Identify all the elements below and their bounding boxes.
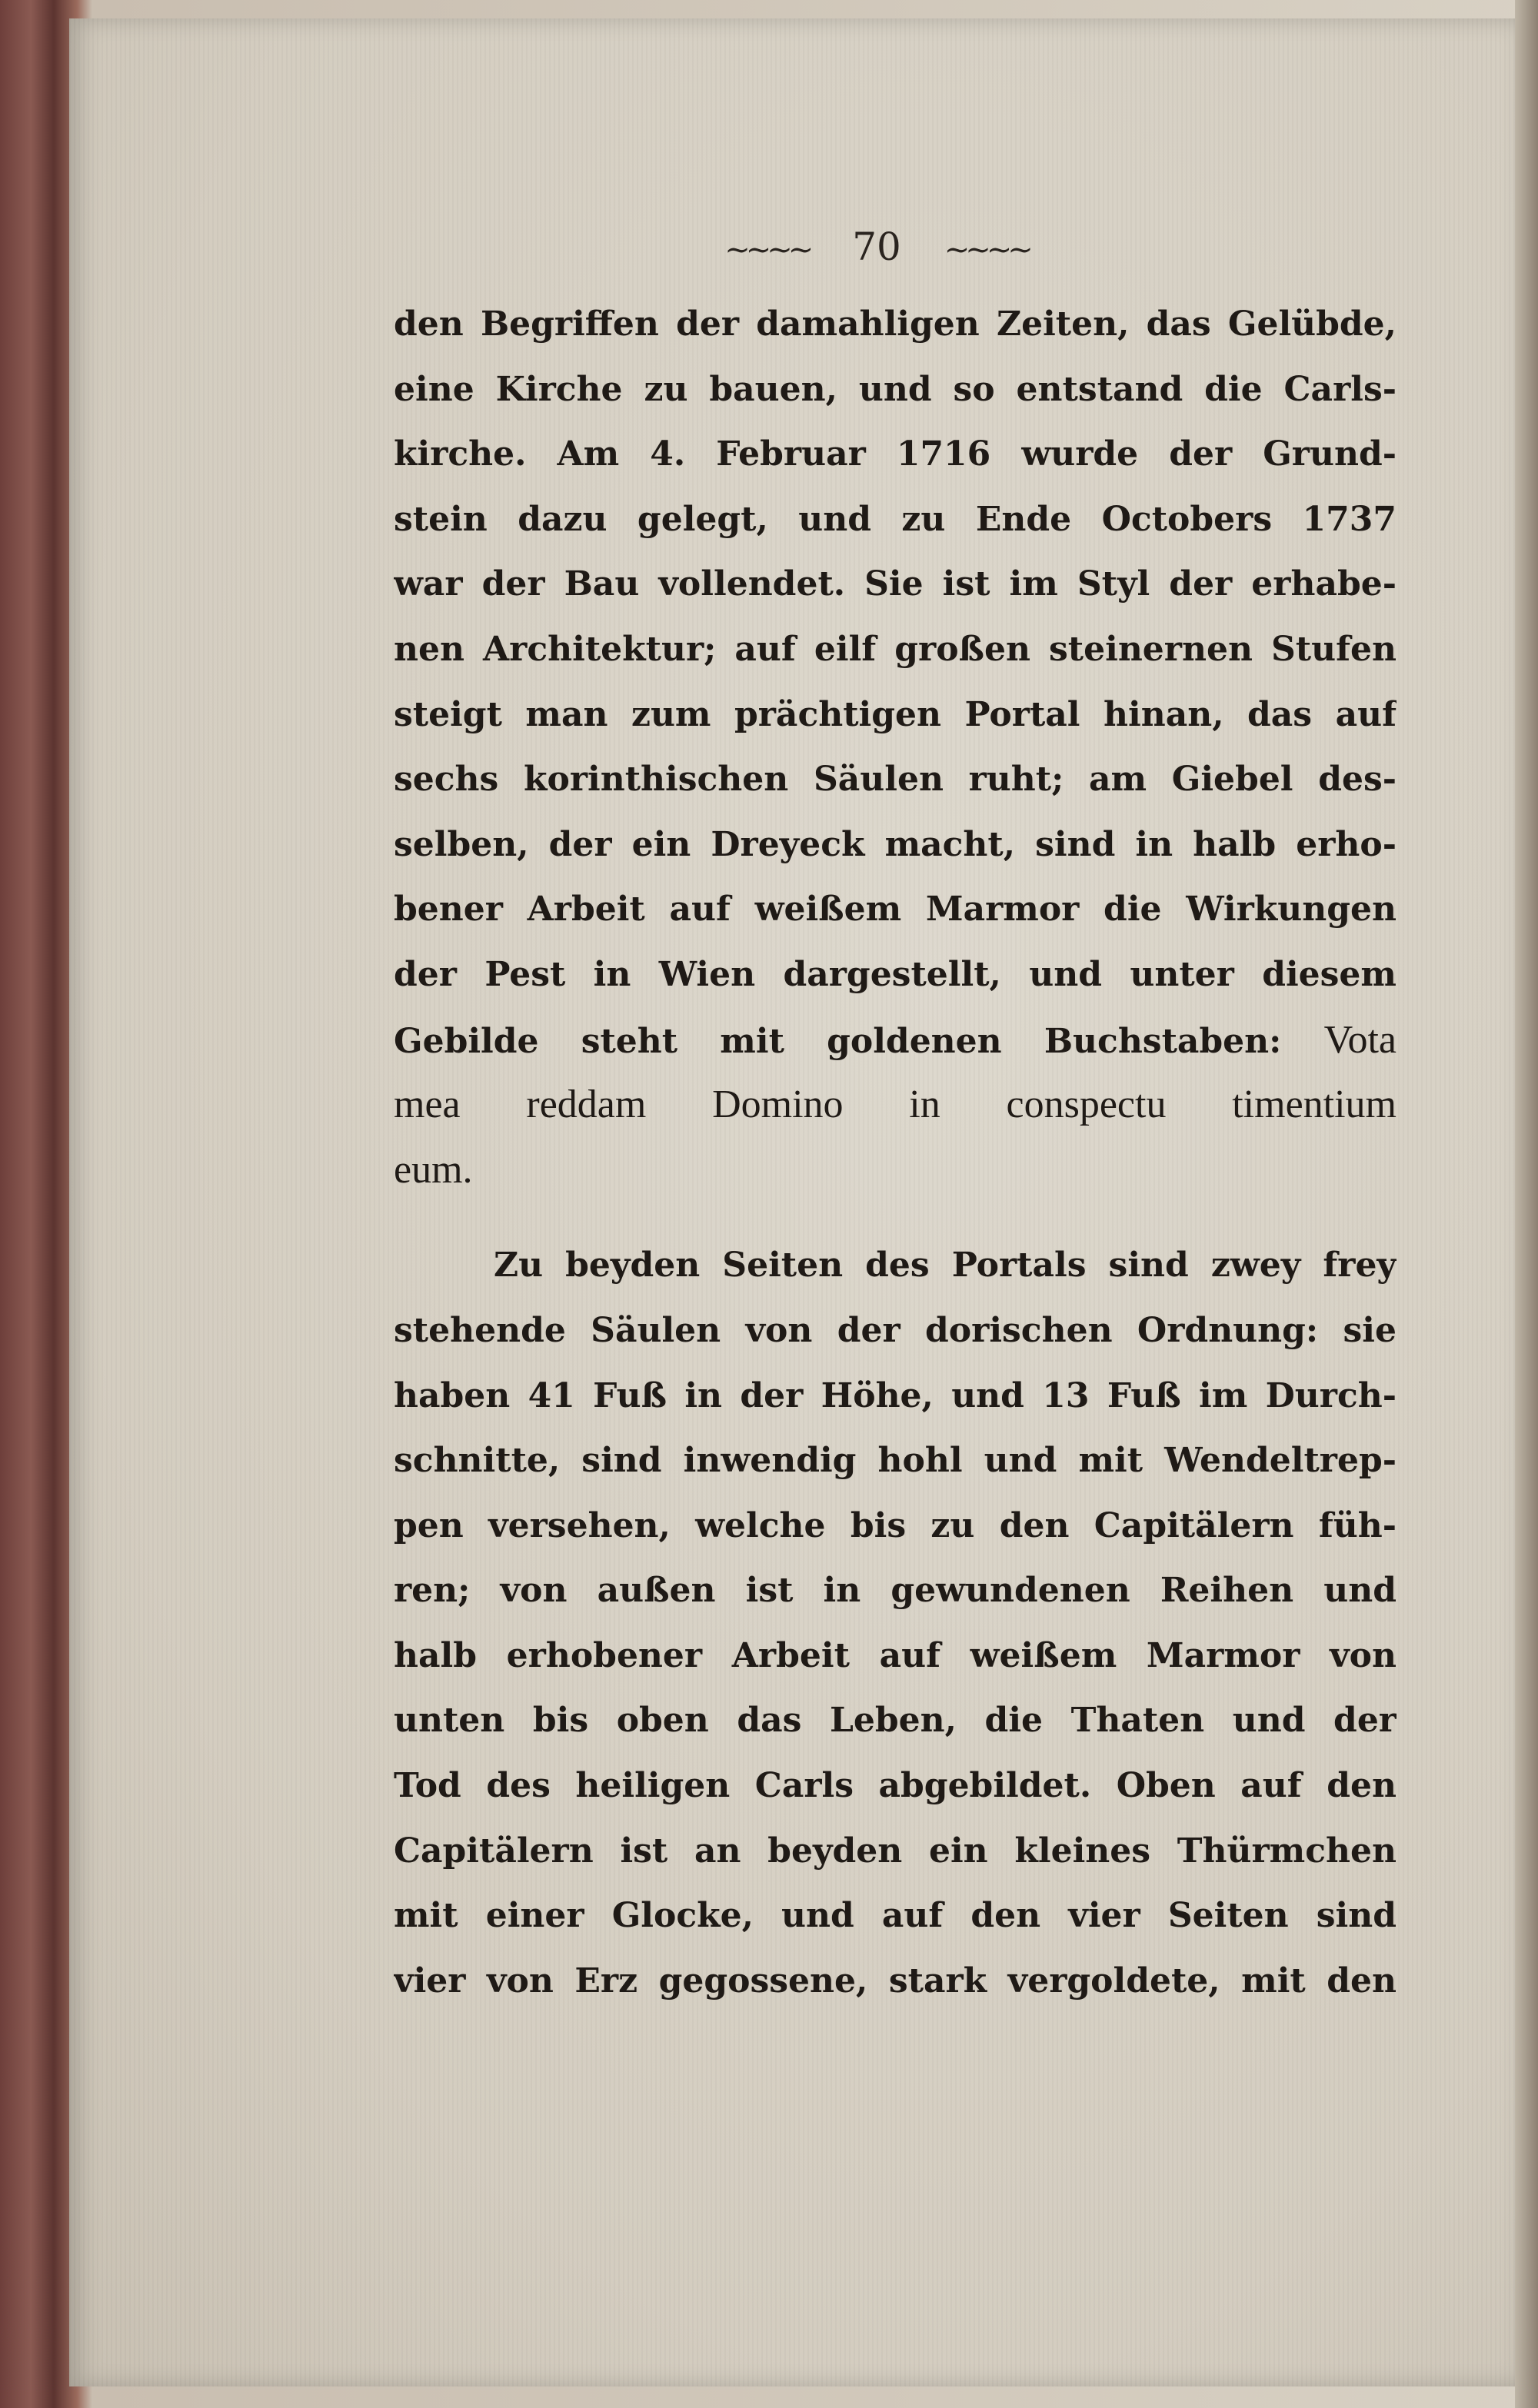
text-line: stein dazu gelegt, und zu Ende Octobers 1737	[394, 499, 1397, 539]
text-line: schnitte, sind inwendig hohl und mit Wendeltrep-	[394, 1441, 1397, 1481]
text-line: der Pest in Wien dargestellt, und unter diesem	[394, 954, 1397, 994]
text-line: Zu beyden Seiten des Portals sind zwey frey	[494, 1246, 1397, 1285]
text-line: ren; von außen ist in gewundenen Reihen und	[394, 1571, 1397, 1611]
text-line-latin: eum.	[394, 1147, 473, 1192]
header-ornament-right: ~~~~	[944, 232, 1029, 268]
header-ornament-left: ~~~~	[724, 232, 810, 268]
page-body-text	[394, 292, 1397, 2014]
text-line: Capitälern ist an beyden ein kleines Thürmchen	[394, 1831, 1397, 1871]
page-header	[723, 225, 1030, 269]
text-line: sechs korinthischen Säulen ruht; am Giebel des-	[394, 760, 1397, 800]
text-line: pen versehen, welche bis zu den Capitälern füh-	[394, 1505, 1397, 1545]
text-line: mit einer Glocke, und auf den vier Seiten sind	[394, 1896, 1397, 1936]
text-line: haben 41 Fuß in der Höhe, und 13 Fuß im Durch-	[394, 1375, 1397, 1415]
text-line: halb erhobener Arbeit auf weißem Marmor von	[394, 1635, 1397, 1675]
text-line: bener Arbeit auf weißem Marmor die Wirkungen	[394, 890, 1397, 930]
text-line: Tod des heiligen Carls abgebildet. Oben auf den	[394, 1766, 1397, 1806]
text-line: unten bis oben das Leben, die Thaten und der	[394, 1701, 1397, 1741]
text-line-mixed	[394, 1008, 1397, 1073]
text-line: vier von Erz gegossene, stark vergoldete, mit den	[394, 1961, 1397, 2001]
text-line: selben, der ein Dreyeck macht, sind in halb erho-	[394, 824, 1397, 864]
text-line: nen Architektur; auf eilf großen steinernen Stufen	[394, 629, 1397, 669]
paragraph-gap	[394, 1202, 1397, 1233]
text-latin: Vota	[1323, 1017, 1397, 1062]
text-line-latin: mea reddam Domino in conspectu timentium	[394, 1083, 1397, 1127]
page-number: 70	[852, 225, 901, 269]
text-fraktur: Gebilde steht mit goldenen Buchstaben:	[394, 1021, 1282, 1061]
text-line: den Begriffen der damahligen Zeiten, das Gelübde,	[394, 304, 1397, 344]
text-line: steigt man zum prächtigen Portal hinan, das auf	[394, 694, 1397, 734]
text-line: war der Bau vollendet. Sie ist im Styl der erhabe-	[394, 564, 1397, 604]
page-edge	[1515, 0, 1538, 2408]
text-line: eine Kirche zu bauen, und so entstand die Carls-	[394, 369, 1397, 409]
text-line: kirche. Am 4. Februar 1716 wurde der Grund-	[394, 434, 1397, 474]
text-line: stehende Säulen von der dorischen Ordnung: sie	[394, 1310, 1397, 1350]
